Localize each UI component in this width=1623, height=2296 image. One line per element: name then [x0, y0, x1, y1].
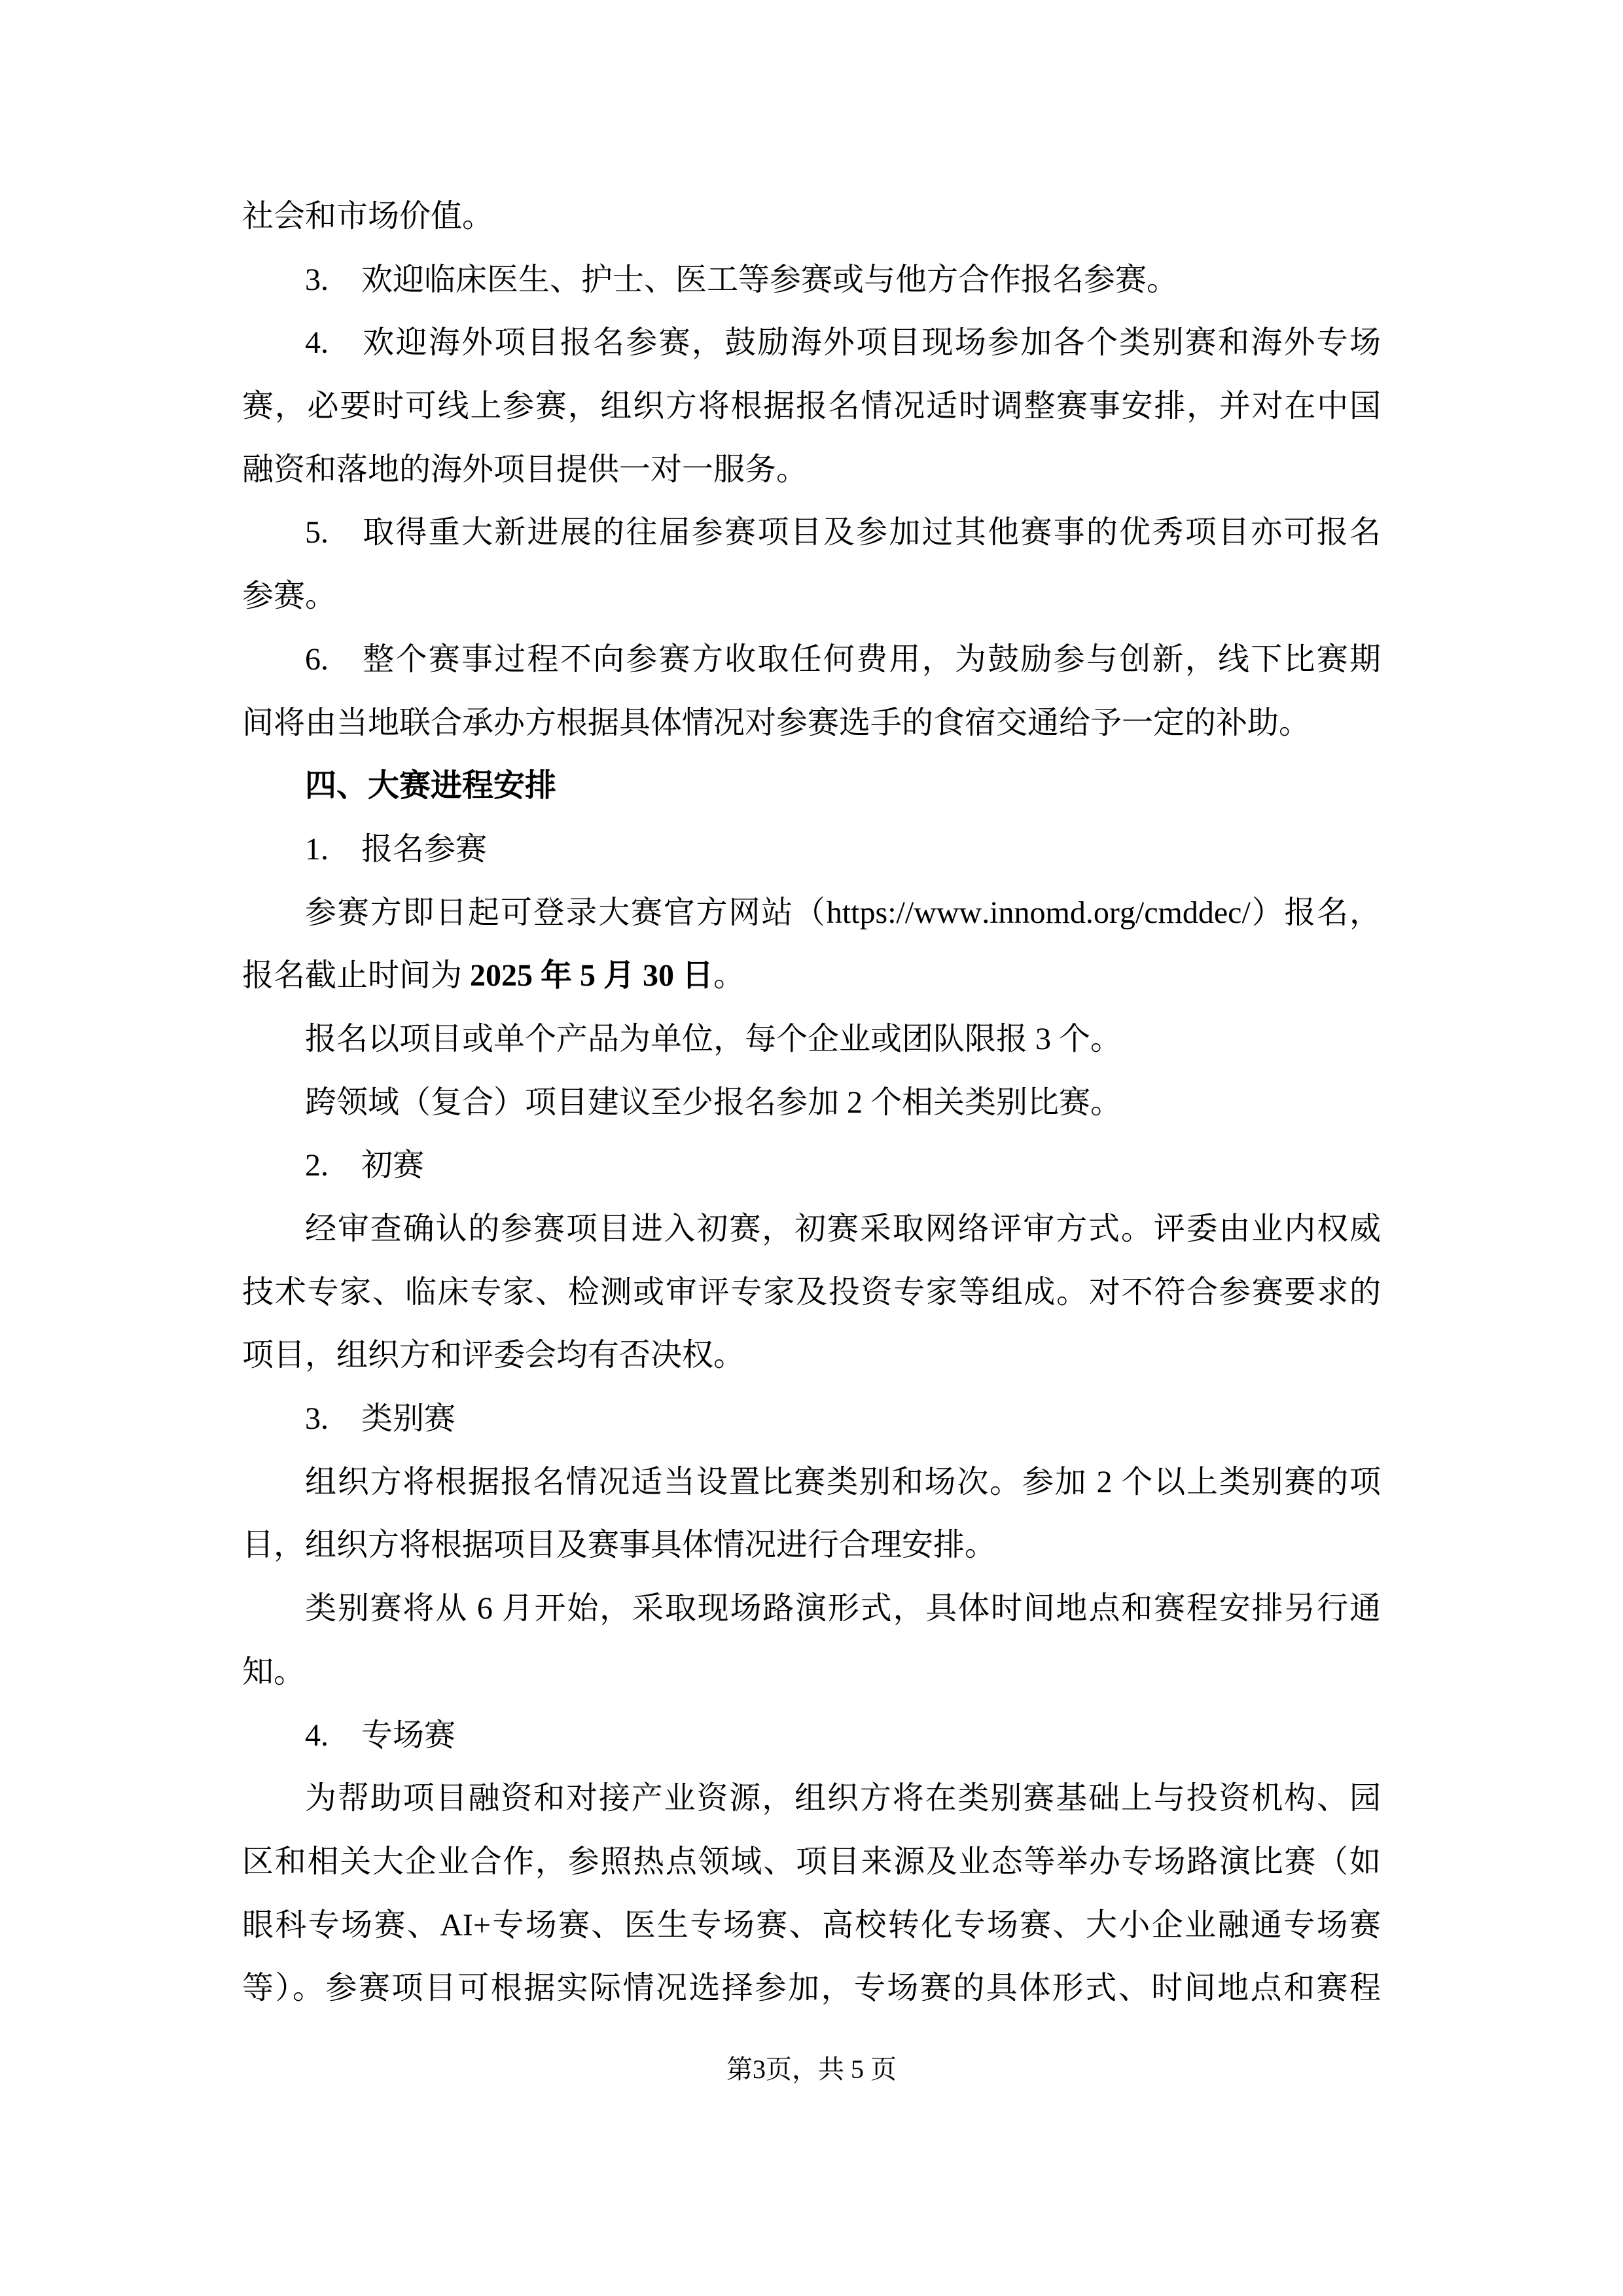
text-line: [242, 1198, 1381, 1261]
text-run: 。: [713, 958, 745, 994]
text-run: 为帮助项目融资和对接产业资源，组织方将在类别赛基础上与投资机构、园: [305, 1781, 1381, 1816]
list-marker: 3.: [305, 262, 329, 297]
text-run: 四、大赛进程安排: [305, 768, 557, 804]
text-run: 取得重大新进展的往届参赛项目及参加过其他赛事的优秀项目亦可报名: [361, 515, 1381, 550]
text-line: [242, 375, 1381, 439]
text-line: [242, 1514, 1381, 1577]
text-run: 知。: [242, 1654, 306, 1689]
text-run: 眼科专场赛、AI+专场赛、医生专场赛、高校转化专场赛、大小企业融通专场赛: [242, 1907, 1381, 1943]
text-run: 类别赛将从 6 月开始，采取现场路演形式，具体时间地点和赛程安排另行通: [305, 1591, 1381, 1626]
text-run: 组织方将根据报名情况适当设置比赛类别和场次。参加 2 个以上类别赛的项: [305, 1464, 1381, 1499]
list-item-line: [242, 1388, 1381, 1451]
list-marker: 4.: [305, 1717, 329, 1753]
text-run: 技术专家、临床专家、检测或审评专家及投资专家等组成。对不符合参赛要求的: [242, 1274, 1381, 1310]
text-line: [242, 882, 1381, 945]
list-marker: 1.: [305, 831, 329, 867]
text-run: 报名参赛: [361, 831, 488, 867]
text-line: [242, 1577, 1381, 1641]
text-run: 专场赛: [361, 1717, 456, 1753]
list-marker: 3.: [305, 1401, 329, 1437]
text-run: 经审查确认的参赛项目进入初赛，初赛采取网络评审方式。评委由业内权威: [305, 1211, 1381, 1246]
text-line: [242, 692, 1381, 755]
page-footer: [0, 2054, 1623, 2085]
section-heading: [242, 755, 1381, 818]
text-line: [242, 185, 1381, 249]
list-marker: 2.: [305, 1148, 329, 1183]
text-run: 赛，必要时可线上参赛，组织方将根据报名情况适时调整赛事安排，并对在中国: [242, 389, 1381, 424]
page-number: 第3页，共 5 页: [726, 2054, 897, 2084]
text-run: 报名以项目或单个产品为单位，每个企业或团队限报 3 个。: [305, 1021, 1122, 1056]
text-line: [242, 1767, 1381, 1831]
list-marker: 5.: [305, 515, 329, 550]
text-run: 参赛。: [242, 579, 337, 614]
bold-text: 2025 年 5 月 30 日: [470, 958, 714, 994]
text-line: [242, 1324, 1381, 1388]
text-line: [242, 565, 1381, 628]
list-item-line: [242, 249, 1381, 312]
list-marker: 6.: [305, 641, 329, 677]
text-run: 参赛方即日起可登录大赛官方网站（https://www.innomd.org/cmddec/）报名，: [305, 895, 1381, 930]
text-run: 报名截止时间为: [242, 958, 471, 994]
text-run: 区和相关大企业合作，参照热点领域、项目来源及业态等举办专场路演比赛（如: [242, 1844, 1381, 1879]
text-line: [242, 1071, 1381, 1135]
text-run: 等）。参赛项目可根据实际情况选择参加，专场赛的具体形式、时间地点和赛程: [242, 1971, 1381, 2006]
text-run: 项目，组织方和评委会均有否决权。: [242, 1338, 745, 1373]
text-run: 初赛: [361, 1148, 425, 1183]
text-line: [242, 439, 1381, 502]
text-run: 跨领域（复合）项目建议至少报名参加 2 个相关类别比赛。: [305, 1085, 1122, 1120]
list-item-line: [242, 818, 1381, 882]
text-line: [242, 1831, 1381, 1894]
text-run: 社会和市场价值。: [242, 199, 494, 234]
text-run: 间将由当地联合承办方根据具体情况对参赛选手的食宿交通给予一定的补助。: [242, 705, 1311, 740]
text-line: [242, 1894, 1381, 1958]
text-run: 融资和落地的海外项目提供一对一服务。: [242, 452, 808, 487]
text-line: [242, 1957, 1381, 2020]
text-run: 目，组织方将根据项目及赛事具体情况进行合理安排。: [242, 1528, 997, 1563]
list-item-line: [242, 628, 1381, 692]
document-body: [242, 185, 1381, 2020]
list-item-line: [242, 501, 1381, 565]
text-line: [242, 944, 1381, 1008]
text-line: [242, 1261, 1381, 1325]
text-line: [242, 1008, 1381, 1071]
list-marker: 4.: [305, 325, 329, 361]
text-run: 类别赛: [361, 1401, 456, 1437]
text-run: 欢迎海外项目报名参赛，鼓励海外项目现场参加各个类别赛和海外专场: [361, 325, 1381, 361]
text-line: [242, 1451, 1381, 1515]
list-item-line: [242, 1704, 1381, 1768]
text-line: [242, 1641, 1381, 1704]
list-item-line: [242, 312, 1381, 375]
text-run: 整个赛事过程不向参赛方收取任何费用，为鼓励参与创新，线下比赛期: [361, 641, 1381, 677]
list-item-line: [242, 1134, 1381, 1198]
text-run: 欢迎临床医生、护士、医工等参赛或与他方合作报名参赛。: [361, 262, 1179, 297]
